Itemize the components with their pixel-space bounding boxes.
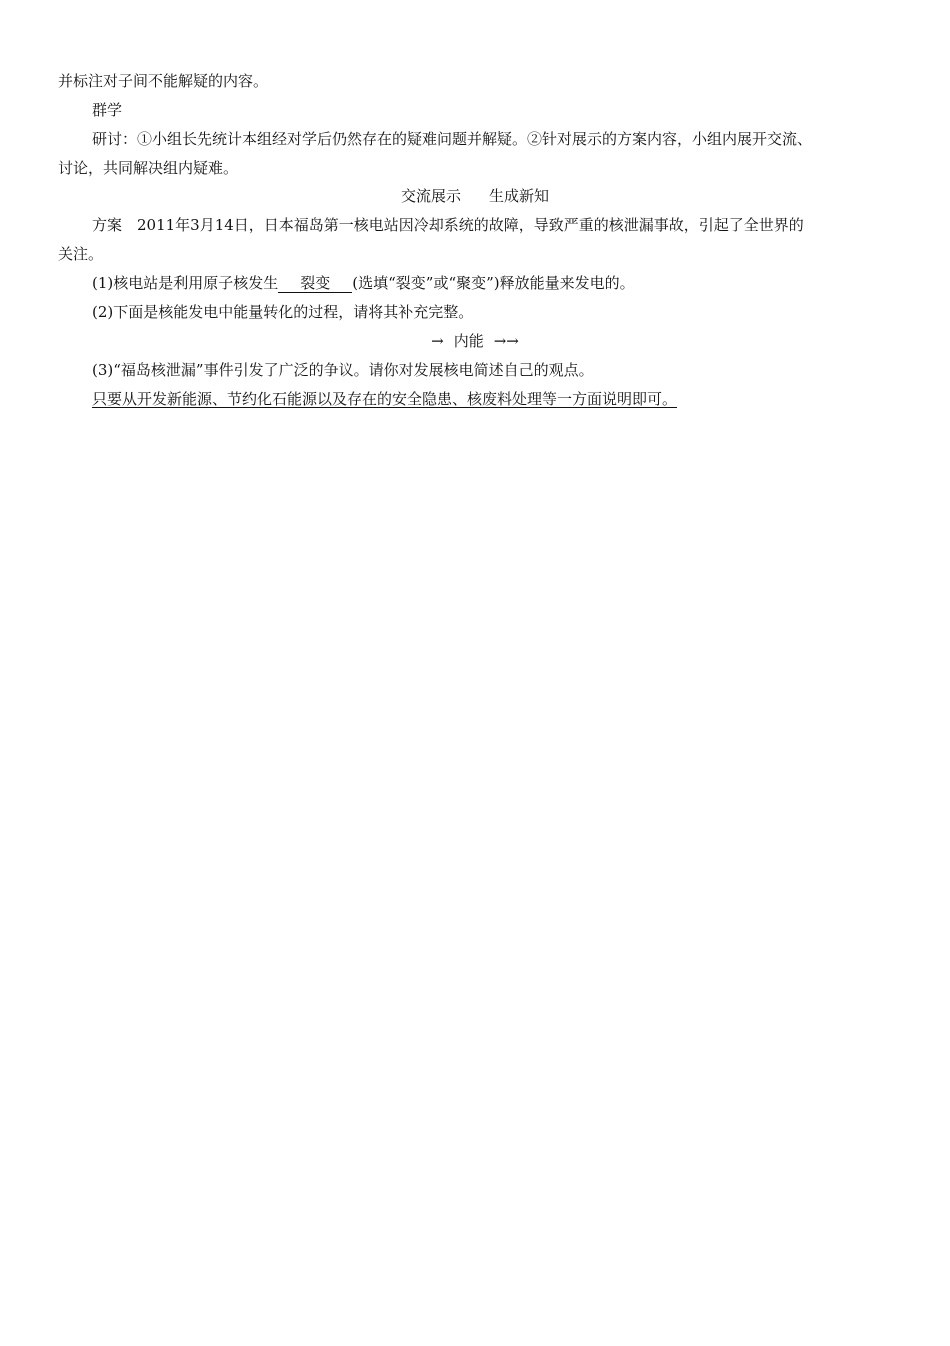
- text-line-scenario: 方案 2011年3月14日，日本福岛第一核电站因冷却系统的故障，导致严重的核泄漏事故，引起了全世界的: [92, 216, 804, 234]
- question-1-text-after: (选填“裂变”或“聚变”)释放能量来发电的。: [352, 274, 635, 292]
- energy-flow: [0, 330, 950, 352]
- text-line-scenario-cont: 关注。: [58, 245, 104, 263]
- question-2: (2)下面是核能发电中能量转化的过程，请将其补充完整。: [92, 303, 474, 321]
- text-line-1: 并标注对子间不能解疑的内容。: [58, 72, 269, 90]
- section-heading: [0, 185, 950, 207]
- section-heading-part-2: 生成新知: [489, 187, 550, 205]
- question-3: (3)“福岛核泄漏”事件引发了广泛的争议。请你对发展核电简述自己的观点。: [92, 361, 594, 379]
- section-heading-part-1: 交流展示: [400, 187, 461, 205]
- question-1: [92, 272, 910, 294]
- section-label-qunxue: 群学: [92, 101, 123, 119]
- flow-step-internal-energy: 内能: [453, 332, 484, 350]
- text-line-discussion: 研讨：①小组长先统计本组经对学后仍然存在的疑难问题并解疑。②针对展示的方案内容，小组内展开交流、: [92, 130, 813, 148]
- question-3-answer: 只要从开发新能源、节约化石能源以及存在的安全隐患、核废料处理等一方面说明即可。: [92, 390, 678, 408]
- question-1-answer-blank: 裂变: [278, 274, 352, 293]
- text-line-discussion-cont: 讨论，共同解决组内疑难。: [58, 159, 239, 177]
- flow-arrow-icon-1: →: [431, 332, 444, 350]
- flow-arrow-icon-2: →→: [493, 332, 519, 350]
- question-1-text-before: (1)核电站是利用原子核发生: [92, 274, 279, 292]
